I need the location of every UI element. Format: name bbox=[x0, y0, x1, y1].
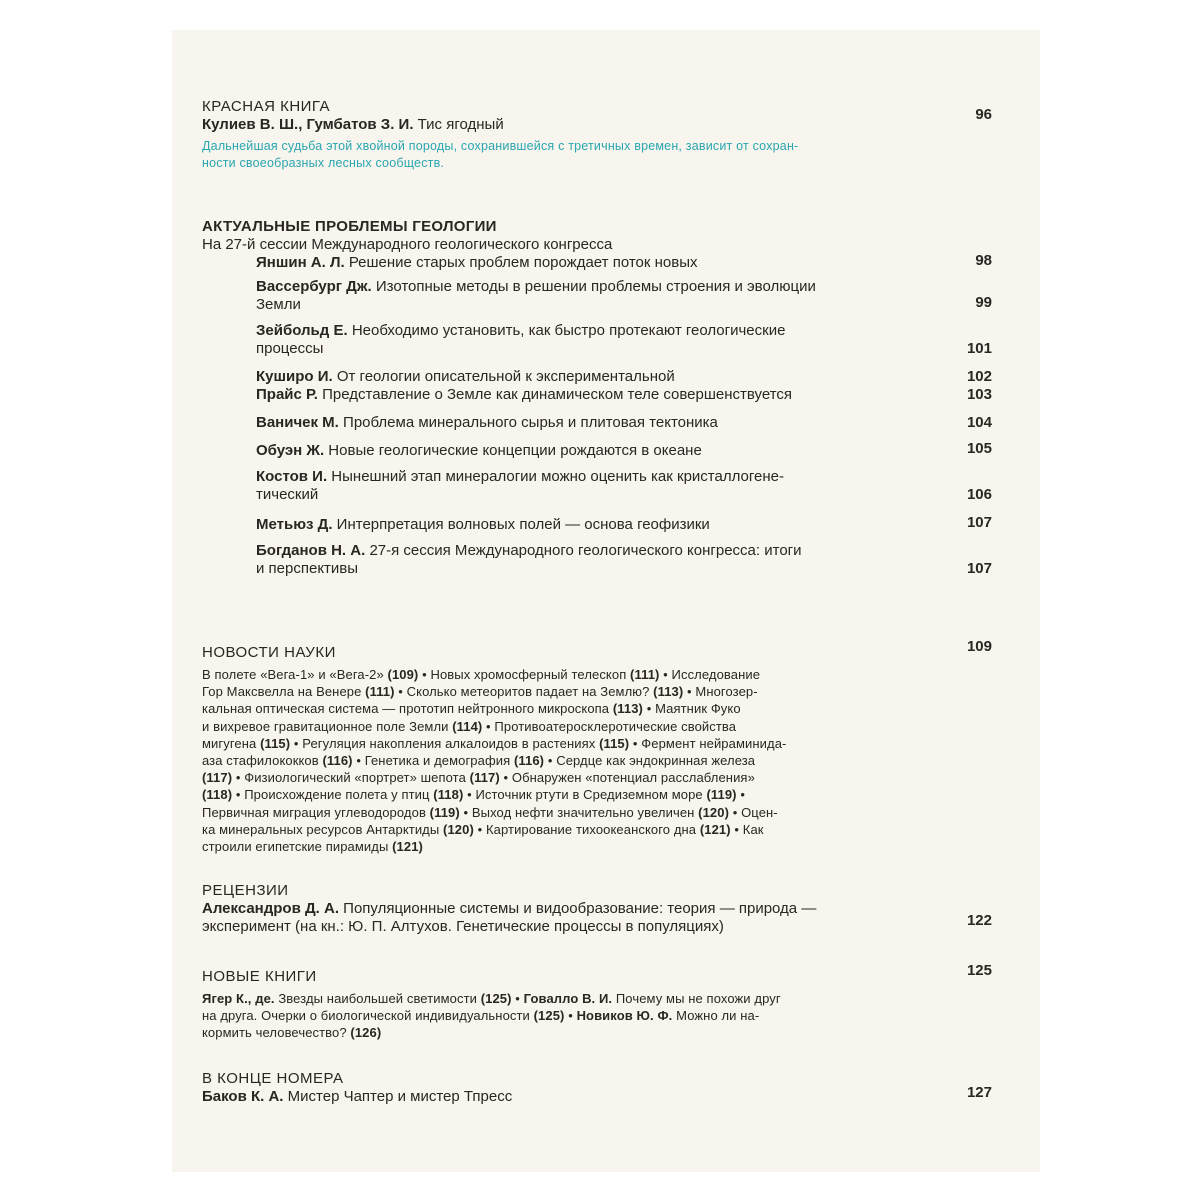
page-number: 125 bbox=[966, 962, 992, 979]
entry-title: Проблема минерального сырья и плитовая тектоника bbox=[343, 414, 718, 431]
red-book-entry[interactable] bbox=[202, 116, 962, 134]
text-line: на друга. Очерки о биологической индивидуальности (125) • Новиков Ю. Ф. Можно ли на- bbox=[202, 1008, 760, 1024]
geology-entry[interactable] bbox=[256, 278, 948, 314]
page-number: 122 bbox=[966, 912, 992, 929]
section-heading-new-books: НОВЫЕ КНИГИ bbox=[202, 968, 317, 985]
entry-title: Мистер Чаптер и мистер Тпресс bbox=[287, 1088, 513, 1105]
section-heading-news: НОВОСТИ НАУКИ bbox=[202, 644, 336, 661]
entry-title: Необходимо установить, как быстро протекают геологические bbox=[351, 322, 786, 339]
entry-title: Интерпретация волновых полей — основа геофизики bbox=[336, 516, 710, 533]
geology-entry[interactable] bbox=[256, 542, 948, 578]
text-line: (118) • Происхождение полета у птиц (118) • Источник ртути в Средиземном море (119) • bbox=[202, 787, 745, 803]
entry-title-continued: тический bbox=[256, 486, 319, 503]
annotation-line: ности своеобразных лесных сообществ. bbox=[202, 156, 445, 170]
page-number: 99 bbox=[975, 294, 992, 311]
entry-title-continued: и перспективы bbox=[256, 560, 359, 577]
geology-entry[interactable] bbox=[256, 414, 948, 432]
entry-author: Костов И. bbox=[256, 468, 328, 485]
text-line: Гор Максвелла на Венере (111) • Сколько метеоритов падает на Землю? (113) • Многозер- bbox=[202, 684, 758, 700]
entry-author: Зейбольд Е. bbox=[256, 322, 348, 339]
page-number: 96 bbox=[975, 106, 992, 123]
entry-author: Богданов Н. А. bbox=[256, 542, 366, 559]
page-number: 109 bbox=[966, 638, 992, 655]
end-entry[interactable] bbox=[202, 1088, 962, 1106]
text-line: мигугена (115) • Регуляция накопления алкалоидов в растениях (115) • Фермент нейраминида- bbox=[202, 735, 787, 751]
page-number: 101 bbox=[966, 340, 992, 357]
entry-title: 27-я сессия Международного геологического конгресса: итоги bbox=[369, 542, 802, 559]
entry-title: Решение старых проблем порождает поток новых bbox=[348, 254, 698, 271]
section-heading-red-book: КРАСНАЯ КНИГА bbox=[202, 98, 331, 115]
geology-entry[interactable] bbox=[256, 442, 948, 460]
entry-title: Тис ягодный bbox=[417, 116, 504, 133]
page-number: 105 bbox=[966, 440, 992, 457]
page-number: 104 bbox=[966, 414, 992, 431]
page-number: 102 bbox=[966, 368, 992, 385]
page-number: 107 bbox=[966, 560, 992, 577]
entry-author: Александров Д. А. bbox=[202, 900, 339, 917]
page-number: 107 bbox=[966, 514, 992, 531]
entry-title: Представление о Земле как динамическом теле совершенствуется bbox=[322, 386, 793, 403]
geology-entry[interactable] bbox=[256, 468, 948, 504]
entry-title: Популяционные системы и видообразование: теория — природа — bbox=[343, 900, 817, 917]
page-number: 98 bbox=[975, 252, 992, 269]
entry-title-continued: эксперимент (на кн.: Ю. П. Алтухов. Генетические процессы в популяциях) bbox=[202, 918, 724, 935]
entry-author: Метьюз Д. bbox=[256, 516, 333, 533]
geology-entry[interactable] bbox=[256, 322, 948, 358]
entry-author: Обуэн Ж. bbox=[256, 442, 325, 459]
geology-entry[interactable] bbox=[256, 254, 948, 272]
annotation-line: Дальнейшая судьба этой хвойной породы, сохранившейся с третичных времен, зависит от сохран- bbox=[202, 139, 799, 153]
entry-author: Вассербург Дж. bbox=[256, 278, 372, 295]
entry-title-continued: процессы bbox=[256, 340, 324, 357]
page-number: 103 bbox=[966, 386, 992, 403]
entry-author: Прайс Р. bbox=[256, 386, 318, 403]
page-number: 106 bbox=[966, 486, 992, 503]
entry-author: Баков К. А. bbox=[202, 1088, 284, 1105]
news-list bbox=[202, 666, 942, 855]
text-line: Ягер К., де. Звезды наибольшей светимости (125) • Говалло В. И. Почему мы не похожи друг bbox=[202, 991, 781, 1006]
geology-entry[interactable] bbox=[256, 516, 948, 534]
text-line: (117) • Физиологический «портрет» шепота (117) • Обнаружен «потенциал расслабления» bbox=[202, 770, 755, 786]
geology-entry[interactable] bbox=[256, 386, 948, 404]
text-line: ка минеральных ресурсов Антарктиды (120) • Картирование тихоокеанского дна (121) • Как bbox=[202, 821, 764, 837]
entry-author: Кулиев В. Ш., Гумбатов З. И. bbox=[202, 116, 414, 133]
entry-title: Изотопные методы в решении проблемы строения и эволюции bbox=[375, 278, 816, 295]
entry-author: Ваничек М. bbox=[256, 414, 339, 431]
text-line: Первичная миграция углеводородов (119) • Выход нефти значительно увеличен (120) • Оцен- bbox=[202, 804, 778, 820]
text-line: строили египетские пирамиды (121) bbox=[202, 839, 423, 855]
entry-title-continued: Земли bbox=[256, 296, 301, 313]
review-entry[interactable] bbox=[202, 900, 962, 918]
entry-author: Куширо И. bbox=[256, 368, 333, 385]
section-heading-reviews: РЕЦЕНЗИИ bbox=[202, 882, 289, 899]
entry-title: Нынешний этап минералогии можно оценить как кристаллогене- bbox=[331, 468, 784, 485]
section-heading-geology: АКТУАЛЬНЫЕ ПРОБЛЕМЫ ГЕОЛОГИИ bbox=[202, 218, 497, 235]
text-line: кормить человечество? (126) bbox=[202, 1025, 382, 1041]
contents-page bbox=[172, 30, 1040, 1172]
entry-title: От геологии описательной к экспериментальной bbox=[336, 368, 675, 385]
entry-title: Новые геологические концепции рождаются в океане bbox=[328, 442, 702, 459]
entry-author: Яншин А. Л. bbox=[256, 254, 345, 271]
page-number: 127 bbox=[966, 1084, 992, 1101]
text-line: и вихревое гравитационное поле Земли (114) • Противоатеросклеротические свойства bbox=[202, 718, 737, 734]
text-line: кальная оптическая система — прототип нейтронного микроскопа (113) • Маятник Фуко bbox=[202, 701, 741, 717]
new-books-list bbox=[202, 990, 942, 1042]
section-subheading: На 27-й сессии Международного геологического конгресса bbox=[202, 236, 613, 253]
text-line: В полете «Вега-1» и «Вега-2» (109) • Новых хромосферный телескоп (111) • Исследование bbox=[202, 667, 761, 682]
geology-entry[interactable] bbox=[256, 368, 948, 386]
text-line: аза стафилококков (116) • Генетика и демография (116) • Сердце как эндокринная железа bbox=[202, 753, 756, 769]
section-heading-end: В КОНЦЕ НОМЕРА bbox=[202, 1070, 344, 1087]
